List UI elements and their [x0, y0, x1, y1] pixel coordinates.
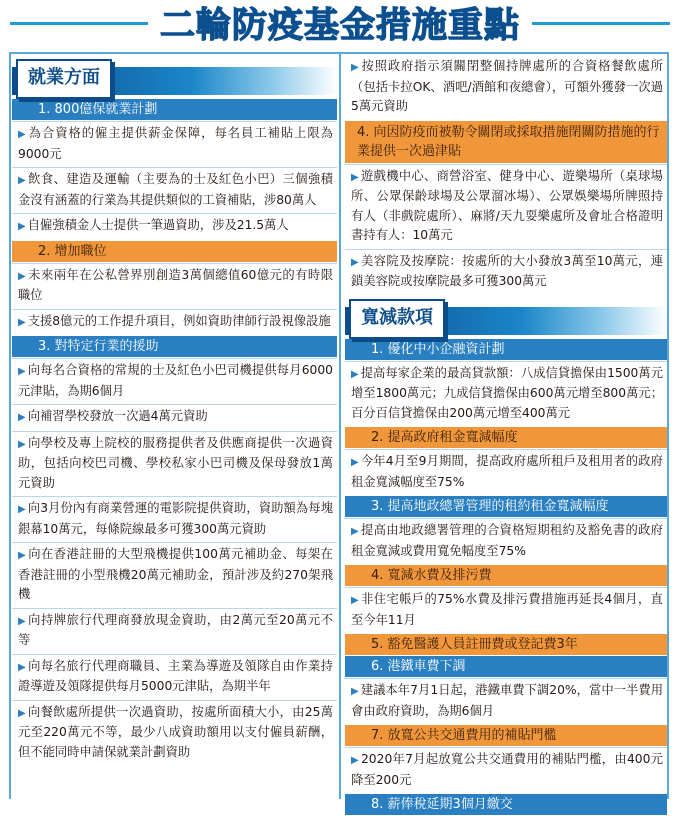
subheading: 2. 增加職位 [12, 241, 337, 262]
subheading: 2. 提高政府租金寬減幅度 [345, 427, 667, 448]
item-text: 提高每家企業的最高貸款額：八成信貸擔保由1500萬元增至1800萬元；九成信貸擔保由600萬元增至800萬元；百分百信貸擔保由200萬元增至400萬元 [351, 365, 663, 420]
item-text: 提高由地政總署管理的合資格短期租約及豁免書的政府租金寬減或費用寬免幅度至75% [351, 523, 663, 558]
bullet-icon: ▶ [18, 707, 26, 719]
item-text: 向3月份內有商業營運的電影院提供資助，資助額為每塊銀幕10萬元，每條院線最多可獲300萬元資助 [18, 501, 333, 536]
subheading: 5. 豁免醫護人員註冊費或登記費3年 [345, 634, 667, 655]
bullet-icon: ▶ [18, 316, 26, 328]
list-item [345, 518, 667, 564]
section-title: 寬減款項 [349, 299, 445, 339]
subheading: 1. 800億保就業計劃 [12, 99, 337, 120]
bullet-icon: ▶ [18, 615, 27, 627]
subheading: 7. 放寬公共交通費用的補貼門檻 [345, 725, 667, 746]
bullet-icon: ▶ [18, 661, 27, 673]
item-text: 美容院及按摩院：按處所的大小發放3萬至10萬元，連鎖美容院或按摩院最多可獲300萬元 [351, 253, 663, 288]
relief-column [345, 55, 667, 816]
list-item [345, 164, 667, 249]
subheading: 4. 寬減水費及排污費 [345, 565, 667, 586]
list-item [12, 121, 337, 167]
list-item [12, 542, 337, 608]
list-item [12, 700, 337, 766]
page-title: 二輪防疫基金措施重點 [148, 4, 532, 48]
bullet-icon: ▶ [351, 595, 360, 606]
bullet-icon: ▶ [18, 129, 27, 140]
section-header-relief [345, 299, 667, 337]
section-header-employment [12, 59, 337, 97]
bullet-icon: ▶ [351, 755, 359, 766]
bullet-icon: ▶ [351, 171, 359, 183]
bullet-icon: ▶ [18, 438, 27, 450]
list-item [345, 249, 667, 295]
item-text: 向學校及專上院校的服務提供者及供應商提供一次過資助，包括向校巴司機、學校私家小巴司機及保母發放1萬元資助 [18, 435, 333, 490]
list-item [12, 496, 337, 542]
item-text: 向每名合資格的常規的士及紅色小巴司機提供每月6000元津貼，為期6個月 [18, 363, 333, 398]
list-item [345, 678, 667, 724]
list-item [345, 587, 667, 633]
column-divider [339, 52, 341, 799]
bullet-icon: ▶ [18, 175, 27, 186]
item-text: 未來兩年在公私營界別創造3萬個總值60億元的有時限職位 [18, 267, 333, 302]
item-text: 向補習學校發放一次過4萬元資助 [27, 409, 208, 423]
bullet-icon: ▶ [351, 457, 359, 468]
item-text: 非住宅帳戶的75%水費及排污費措施再延長4個月，直至今年11月 [351, 592, 663, 627]
list-item [12, 309, 337, 336]
subheading: 4. 向因防疫而被勒令關閉或採取措施閉關防措施的行業提供一次過津貼 [345, 121, 667, 163]
item-text: 遊戲機中心、商營浴室、健身中心、遊樂場所（桌球場所、公眾保齡球場及公眾溜冰場）、公眾娛樂場所牌照持有人（非戲院處所）、麻將/天九耍樂處所及會址合格證明書持有人：10萬元 [351, 168, 663, 242]
item-text: 建議本年7月1日起，港鐵車費下調20%，當中一半費用會由政府資助，為期6個月 [351, 683, 663, 718]
item-text: 自僱強積金人士提供一筆過資助，涉及21.5萬人 [27, 218, 289, 232]
bullet-icon: ▶ [18, 221, 26, 232]
bullet-icon: ▶ [18, 366, 26, 377]
group-closure-allowance [345, 121, 667, 295]
list-item [345, 747, 667, 793]
list-item [12, 404, 337, 431]
subheading: 3. 對特定行業的援助 [12, 336, 337, 357]
subheading: 6. 港鐵車費下調 [345, 656, 667, 677]
bullet-icon: ▶ [18, 412, 26, 423]
list-item [12, 431, 337, 497]
item-text: 飲食、建造及運輸（主要為的士及紅色小巴）三個強積金沒有涵蓋的行業為其提供類似的工資補貼，涉80萬人 [18, 172, 333, 207]
bullet-icon: ▶ [18, 504, 26, 515]
employment-column [12, 55, 337, 765]
bullet-icon: ▶ [351, 526, 359, 537]
item-text: 向餐飲處所提供一次過資助，按處所面積大小，由25萬元至220萬元不等，最少八成資助額用以支付僱員薪酬，但不能同時申請保就業計劃資助 [18, 704, 333, 759]
item-text: 為合資格的僱主提供薪金保障，每名員工補貼上限為9000元 [18, 126, 333, 161]
bullet-icon: ▶ [351, 686, 359, 697]
list-item [345, 361, 667, 427]
list-item [12, 263, 337, 309]
bullet-icon: ▶ [351, 62, 360, 73]
subheading: 3. 提高地政總署管理的租約租金寬減幅度 [345, 496, 667, 517]
item-text: 今年4月至9月期間，提高政府處所租戶及租用者的政府租金寬減幅度至75% [351, 454, 663, 489]
subheading: 8. 薪俸稅延期3個月繳交 [345, 794, 667, 815]
item-text: 2020年7月起放寬公共交通費用的補貼門檻，由400元降至200元 [351, 752, 663, 787]
subheading: 1. 優化中小企融資計劃 [345, 339, 667, 360]
list-item [345, 449, 667, 495]
item-text: 支援8億元的工作提升項目，例如資助律師行設視像設施 [27, 313, 331, 328]
item-text: 按照政府指示須關閉整個持牌處所的合資格餐飲處所（包括卡拉OK、酒吧/酒館和夜總會），可額外獲發一次過5萬元資助 [351, 59, 663, 113]
item-text: 向每名旅行代理商職員、主業為導遊及領隊自由作業持證導遊及領隊提供每月5000元津貼，為期半年 [18, 658, 333, 693]
list-item [345, 55, 667, 120]
list-item [12, 608, 337, 654]
item-text: 向持牌旅行代理商發放現金資助，由2萬元至20萬元不等 [18, 612, 333, 647]
list-item [12, 654, 337, 700]
bullet-icon: ▶ [18, 270, 27, 282]
bullet-icon: ▶ [351, 368, 359, 380]
list-item [12, 167, 337, 213]
title-banner [0, 0, 680, 52]
list-item [12, 213, 337, 240]
bullet-icon: ▶ [18, 550, 27, 561]
item-text: 向在香港註冊的大型飛機提供100萬元補助金、每架在香港註冊的小型飛機20萬元補助金，預計涉及約270架飛機 [18, 547, 333, 601]
continued-items [345, 55, 667, 120]
section-title: 就業方面 [16, 59, 112, 99]
bullet-icon: ▶ [351, 256, 360, 268]
list-item [12, 358, 337, 404]
